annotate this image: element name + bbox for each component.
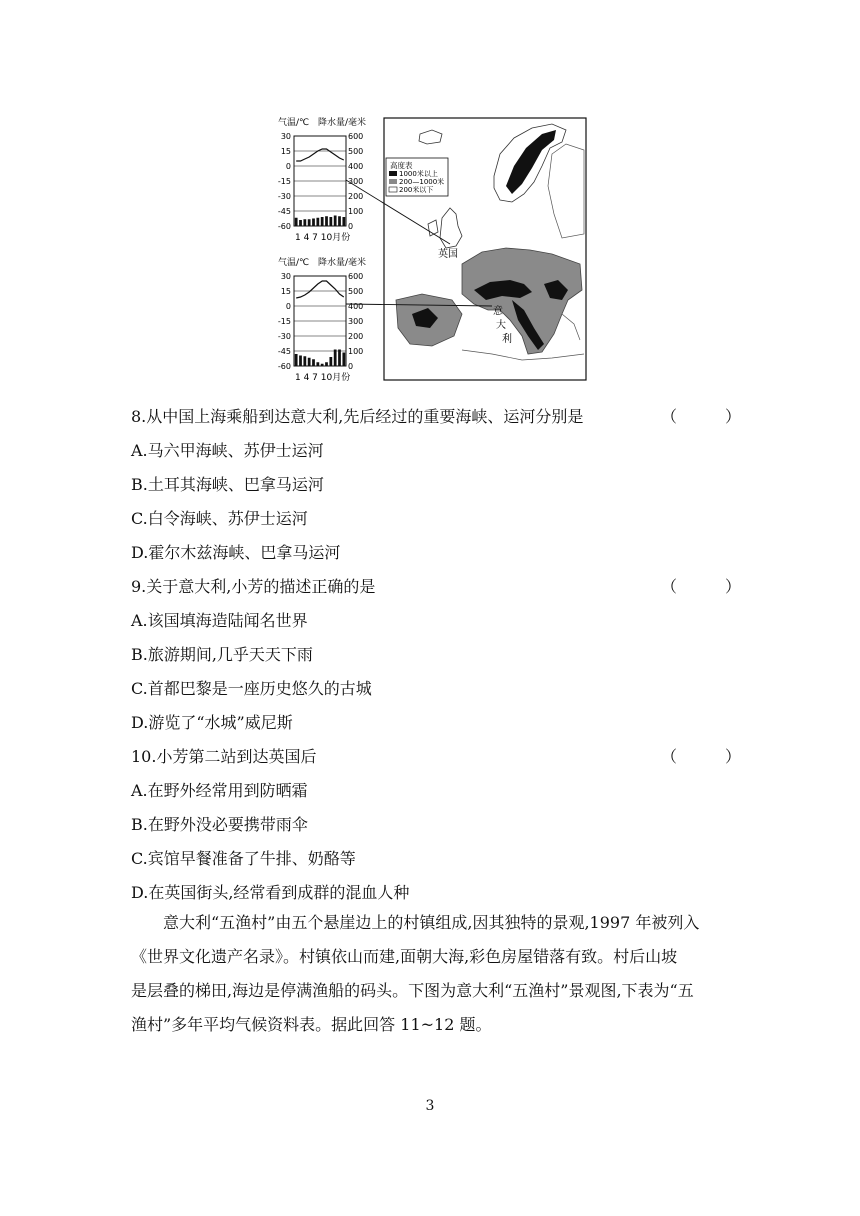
precip-tick-label: 500	[348, 287, 364, 296]
page-number: 3	[425, 1098, 435, 1114]
temp-tick-label: -45	[277, 347, 291, 356]
question-9-option-b: B.旅游期间,几乎天天下雨	[131, 645, 313, 664]
question-10-stem: 10.小芳第二站到达英国后	[131, 747, 317, 766]
question-9	[131, 574, 742, 597]
question-8-option-a: A.马六甲海峡、苏伊士运河	[131, 441, 324, 460]
temp-tick-label: -30	[277, 192, 291, 201]
passage-line: 意大利“五渔村”由五个悬崖边上的村镇组成,因其独特的景观,1997 年被列入	[131, 913, 700, 932]
chart2-month-label: 1 4 7 10月份	[295, 373, 351, 383]
climate-map-figure	[262, 114, 592, 384]
question-10-option-a: A.在野外经常用到防晒霜	[131, 781, 308, 800]
figure-svg	[262, 114, 592, 384]
precip-tick-label: 400	[348, 302, 364, 311]
precipitation-bar	[342, 353, 345, 367]
label-uk: 英国	[438, 249, 458, 260]
temp-tick-label: 15	[280, 147, 291, 156]
precipitation-bar	[334, 350, 337, 367]
precipitation-bar	[316, 362, 319, 366]
question-10-option-d: D.在英国街头,经常看到成群的混血人种	[131, 883, 410, 902]
precipitation-bar	[299, 220, 302, 226]
temp-tick-label: -60	[277, 222, 291, 231]
temp-tick-label: -15	[277, 177, 291, 186]
precip-tick-label: 200	[348, 192, 364, 201]
chart2-temperature-line	[296, 281, 344, 298]
precip-tick-label: 100	[348, 347, 364, 356]
question-9-answer-blank: （ ）	[661, 577, 742, 596]
chart1-temp-label: 气温/℃	[278, 118, 310, 128]
question-10-option-c: C.宾馆早餐准备了牛排、奶酪等	[131, 849, 356, 868]
temp-tick-label: 0	[285, 302, 291, 311]
precip-tick-label: 0	[348, 222, 354, 231]
precipitation-bar	[316, 218, 319, 226]
question-8-option-c: C.白令海峡、苏伊士运河	[131, 509, 308, 528]
precipitation-bar	[308, 219, 311, 226]
precip-tick-label: 0	[348, 362, 354, 371]
precipitation-bar	[299, 356, 302, 367]
temp-tick-label: 30	[280, 272, 291, 281]
precipitation-bar	[329, 217, 332, 226]
passage-cinque-terre	[131, 906, 731, 1042]
temp-tick-label: -30	[277, 332, 291, 341]
precip-tick-label: 500	[348, 147, 364, 156]
precipitation-bar	[321, 217, 324, 226]
precipitation-bar	[342, 217, 345, 226]
elevation-legend	[386, 158, 448, 196]
question-8-option-d: D.霍尔木兹海峡、巴拿马运河	[131, 543, 341, 562]
legend-item-high: 1000米以上	[399, 170, 438, 178]
precipitation-bar	[334, 216, 337, 227]
chart2-precip-label: 降水量/毫米	[318, 258, 367, 268]
passage-line: 渔村”多年平均气候资料表。据此回答 11~12 题。	[131, 1015, 492, 1034]
precipitation-bar	[338, 216, 341, 226]
precipitation-bar	[303, 356, 306, 366]
question-9-stem: 9.关于意大利,小芳的描述正确的是	[131, 577, 376, 596]
precipitation-bar	[295, 354, 298, 366]
chart2-temp-label: 气温/℃	[278, 258, 310, 268]
question-8-answer-blank: （ ）	[661, 407, 742, 426]
legend-swatch-mid	[389, 179, 397, 184]
precipitation-bar	[312, 359, 315, 366]
precipitation-bar	[308, 358, 311, 366]
temp-tick-label: -45	[277, 207, 291, 216]
label-italy-2: 大	[496, 320, 506, 331]
chart1-month-label: 1 4 7 10月份	[295, 233, 351, 243]
question-10-answer-blank: （ ）	[661, 747, 742, 766]
precipitation-bar	[329, 357, 332, 366]
precip-tick-label: 100	[348, 207, 364, 216]
climate-chart-uk	[278, 116, 366, 243]
question-8-option-b: B.土耳其海峡、巴拿马运河	[131, 475, 324, 494]
question-9-option-a: A.该国填海造陆闻名世界	[131, 611, 308, 630]
precipitation-bar	[321, 364, 324, 366]
question-8-stem: 8.从中国上海乘船到达意大利,先后经过的重要海峡、运河分别是	[131, 407, 584, 426]
precipitation-bar	[303, 219, 306, 226]
temp-tick-label: -15	[277, 317, 291, 326]
precipitation-bar	[312, 219, 315, 227]
precip-tick-label: 400	[348, 162, 364, 171]
passage-line: 《世界文化遗产名录》。村镇依山而建,面朝大海,彩色房屋错落有致。村后山坡	[131, 947, 678, 966]
question-9-option-d: D.游览了“水城”威尼斯	[131, 713, 293, 732]
precipitation-bar	[295, 218, 298, 226]
legend-item-mid: 200—1000米	[399, 178, 445, 186]
climate-chart-italy	[278, 256, 366, 383]
temp-tick-label: -60	[277, 362, 291, 371]
europe-map	[346, 118, 586, 380]
label-italy-3: 利	[502, 334, 512, 345]
precipitation-bar	[325, 216, 328, 226]
precip-tick-label: 200	[348, 332, 364, 341]
precip-tick-label: 600	[348, 132, 364, 141]
label-italy-1: 意	[493, 306, 503, 317]
temp-tick-label: 15	[280, 287, 291, 296]
question-9-option-c: C.首都巴黎是一座历史悠久的古城	[131, 679, 372, 698]
legend-title: 高度表	[390, 161, 413, 170]
precip-tick-label: 600	[348, 272, 364, 281]
precipitation-bar	[325, 362, 328, 366]
temp-tick-label: 30	[280, 132, 291, 141]
legend-swatch-low	[389, 187, 397, 192]
question-10	[131, 744, 742, 767]
question-10-option-b: B.在野外没必要携带雨伞	[131, 815, 308, 834]
question-8	[131, 404, 742, 427]
passage-line: 是层叠的梯田,海边是停满渔船的码头。下图为意大利“五渔村”景观图,下表为“五	[131, 981, 694, 1000]
precip-tick-label: 300	[348, 317, 364, 326]
precip-tick-label: 300	[348, 177, 364, 186]
precipitation-bar	[338, 350, 341, 367]
legend-swatch-high	[389, 171, 397, 176]
legend-item-low: 200米以下	[399, 186, 434, 194]
temp-tick-label: 0	[285, 162, 291, 171]
chart1-precip-label: 降水量/毫米	[318, 118, 367, 128]
